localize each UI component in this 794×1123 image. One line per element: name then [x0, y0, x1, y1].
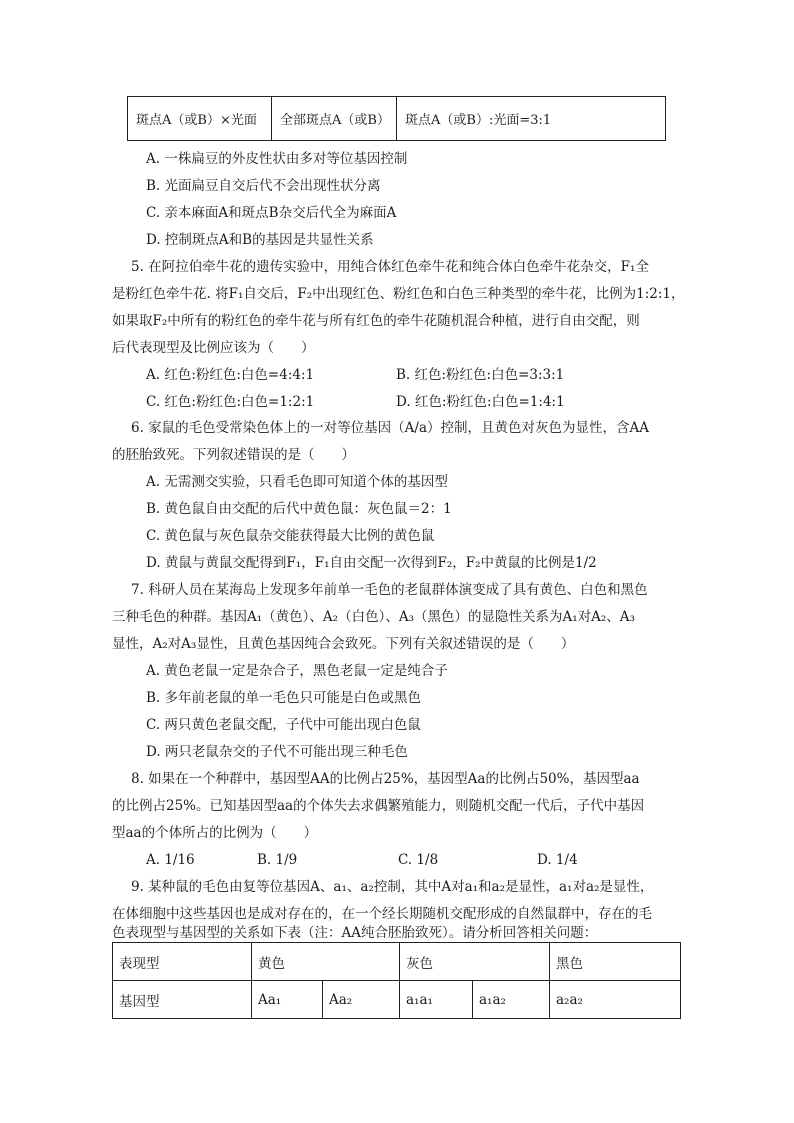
q9-stem-line: 9. 某种鼠的毛色由复等位基因A、a₁、a₂控制，其中A对a₁和a₂是显性，a₁对a₂是显性， — [131, 879, 654, 895]
table-header-gray: 灰色 — [400, 943, 550, 981]
q8-option-b: B. 1/9 — [257, 852, 298, 868]
table-header-black: 黑色 — [550, 943, 681, 981]
table-cell: 斑点A（或B）×光面 — [128, 97, 272, 141]
q7-stem-line: 三种毛色的种群。基因A₁（黄色）、A₂（白色）、A₃（黑色）的显隐性关系为A₁对A₂、A₃ — [112, 609, 635, 625]
table-cell: Aa₁ — [252, 981, 323, 1019]
table-cell: a₁a₂ — [473, 981, 550, 1019]
table-row — [113, 943, 681, 981]
q4-option-a: A. 一株扁豆的外皮性状由多对等位基因控制 — [146, 151, 408, 167]
q7-option-b: B. 多年前老鼠的单一毛色只可能是白色或黑色 — [146, 690, 422, 706]
table-cell: a₁a₁ — [400, 981, 473, 1019]
q8-option-a: A. 1/16 — [146, 852, 195, 868]
q7-stem-line: 显性，A₂对A₃显性，且黄色基因纯合会致死。下列有关叙述错误的是（ ） — [112, 636, 575, 652]
q9-stem-line: 色表现型与基因型的关系如下表（注：AA纯合胚胎致死）。请分析回答相关问题： — [112, 925, 598, 941]
table-header-phenotype: 表现型 — [113, 943, 252, 981]
q7-option-a: A. 黄色老鼠一定是杂合子，黑色老鼠一定是纯合子 — [146, 663, 448, 679]
q8-stem-line: 的比例占25%。已知基因型aa的个体失去求偶繁殖能力，则随机交配一代后，子代中基因 — [112, 798, 645, 814]
q9-stem-line: 在体细胞中这些基因也是成对存在的，在一个经长期随机交配形成的自然鼠群中，存在的毛 — [112, 906, 652, 922]
q5-stem-line: 如果取F₂中所有的粉红色的牵牛花与所有红色的牵牛花随机混合种植，进行自由交配，则 — [112, 313, 640, 329]
q6-option-b: B. 黄色鼠自由交配的后代中黄色鼠：灰色鼠＝2：1 — [146, 501, 452, 517]
phenotype-genotype-table — [112, 942, 681, 1019]
q8-stem-line: 8. 如果在一个种群中，基因型AA的比例占25%，基因型Aa的比例占50%，基因型aa — [131, 771, 640, 787]
q5-option-c: C. 红色:粉红色:白色=1:2:1 — [146, 394, 315, 410]
q5-option-a: A. 红色:粉红色:白色=4:4:1 — [146, 367, 315, 383]
q7-option-c: C. 两只黄色老鼠交配，子代中可能出现白色鼠 — [146, 717, 421, 733]
q8-option-c: C. 1/8 — [398, 852, 439, 868]
q6-option-d: D. 黄鼠与黄鼠交配得到F₁，F₁自由交配一次得到F₂，F₂中黄鼠的比例是1/2 — [146, 555, 597, 571]
q8-option-d: D. 1/4 — [537, 852, 578, 868]
table-header-yellow: 黄色 — [252, 943, 400, 981]
q6-option-a: A. 无需测交实验，只看毛色即可知道个体的基因型 — [146, 474, 448, 490]
q7-option-d: D. 两只老鼠杂交的子代不可能出现三种毛色 — [146, 744, 408, 760]
q5-option-d: D. 红色:粉红色:白色=1:4:1 — [396, 394, 565, 410]
q7-stem-line: 7. 科研人员在某海岛上发现多年前单一毛色的老鼠群体演变成了具有黄色、白色和黑色 — [131, 582, 648, 598]
q4-option-b: B. 光面扁豆自交后代不会出现性状分离 — [146, 178, 381, 194]
q4-option-c: C. 亲本麻面A和斑点B杂交后代全为麻面A — [146, 205, 397, 221]
q5-stem-line: 后代表现型及比例应该为（ ） — [112, 340, 315, 356]
q8-stem-line: 型aa的个体所占的比例为（ ） — [112, 825, 318, 841]
table-cell: 基因型 — [113, 981, 252, 1019]
q6-stem-line: 6. 家鼠的毛色受常染色体上的一对等位基因（A/a）控制，且黄色对灰色为显性，含AA — [131, 420, 650, 436]
q4-option-d: D. 控制斑点A和B的基因是共显性关系 — [146, 232, 374, 248]
q5-stem-line: 是粉红色牵牛花. 将F₁自交后，F₂中出现红色、粉红色和白色三种类型的牵牛花，比例为1:2:1， — [112, 286, 685, 302]
q5-stem-line: 5. 在阿拉伯牵牛花的遗传实验中，用纯合体红色牵牛花和纯合体白色牵牛花杂交，F₁全 — [131, 259, 649, 275]
q6-stem-line: 的胚胎致死。下列叙述错误的是（ ） — [112, 447, 355, 463]
cross-result-table — [127, 96, 666, 141]
table-cell: a₂a₂ — [550, 981, 681, 1019]
q5-option-b: B. 红色:粉红色:白色=3:3:1 — [396, 367, 565, 383]
table-row — [128, 97, 666, 141]
q6-option-c: C. 黄色鼠与灰色鼠杂交能获得最大比例的黄色鼠 — [146, 528, 435, 544]
table-row — [113, 981, 681, 1019]
table-cell: 全部斑点A（或B） — [272, 97, 397, 141]
table-cell: 斑点A（或B）:光面=3:1 — [397, 97, 666, 141]
table-cell: Aa₂ — [323, 981, 400, 1019]
